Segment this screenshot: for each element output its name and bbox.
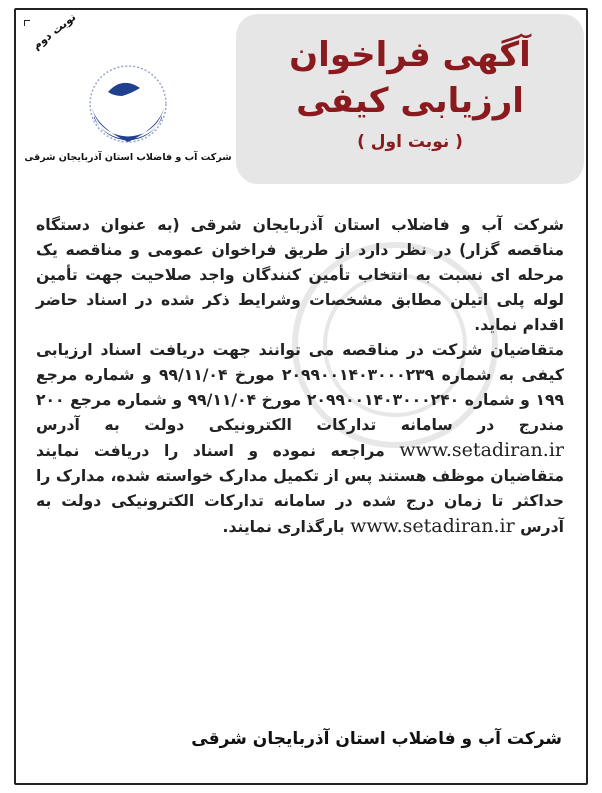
body-paragraph-2-part-a: متقاضیان شرکت در مناقصه می توانند جهت دریافت اسناد ارزیابی کیفی به شماره ۲۰۹۹۰۰۱۴۰۳۰۰۰۲۳۹ مورخ ۹۹/۱۱/۰۴ و شماره مرجع ۱۹۹ و شماره ۲۰۹۹۰۰۱۴۰۳۰۰۰۲۴۰ مورخ ۹۹/۱۱/۰۴ و شماره مرجع ۲۰۰ مندرج در سامانه تدارکات الکترونیکی دولت به آدرس [36, 341, 564, 434]
setadiran-link-1[interactable]: www.setadiran.ir [399, 439, 564, 461]
body-paragraph-2-part-b: مراجعه نموده و اسناد را دریافت نمایند متقاضیان موظف هستند پس از تکمیل مدارک خواسته شده، مدارک را حداکثر تا زمان درج شده در سامانه تدارکات الکترونیکی دولت به آدرس [36, 442, 564, 536]
body-paragraph-1: شرکت آب و فاضلاب استان آذربایجان شرقی (به عنوان دستگاه مناقصه گزار) در نظر دارد از طریق فراخوان عمومی و مناقصه یک مرحله ای نسبت به انتخاب تأمین کنندگان واجد صلاحیت جهت تأمین لوله پلی اتیلن مطابق مشخصات وشرایط ذکر شده در اسناد حاضر اقدام نماید. [36, 216, 564, 334]
body-paragraph-2-part-c: بارگذاری نمایند. [222, 518, 345, 536]
notice-title [236, 14, 584, 124]
round-label: ( نوبت اول ) [357, 132, 463, 152]
water-company-logo-icon [78, 58, 178, 150]
title-line-1: آگهی فراخوان [289, 35, 531, 75]
title-line-2: ارزیابی کیفی [296, 81, 524, 121]
second-round-stamp: نوبت دوم [30, 10, 79, 53]
body-paragraph-2 [36, 338, 564, 540]
header-box [236, 14, 584, 184]
setadiran-link-2[interactable]: www.setadiran.ir [350, 515, 515, 537]
logo-caption: شرکت آب و فاضلاب استان آذربایجان شرقی [24, 152, 232, 163]
footer-signature: شرکت آب و فاضلاب استان آذربایجان شرقی [191, 729, 562, 749]
notice-body [36, 213, 564, 540]
logo-area [24, 10, 232, 180]
